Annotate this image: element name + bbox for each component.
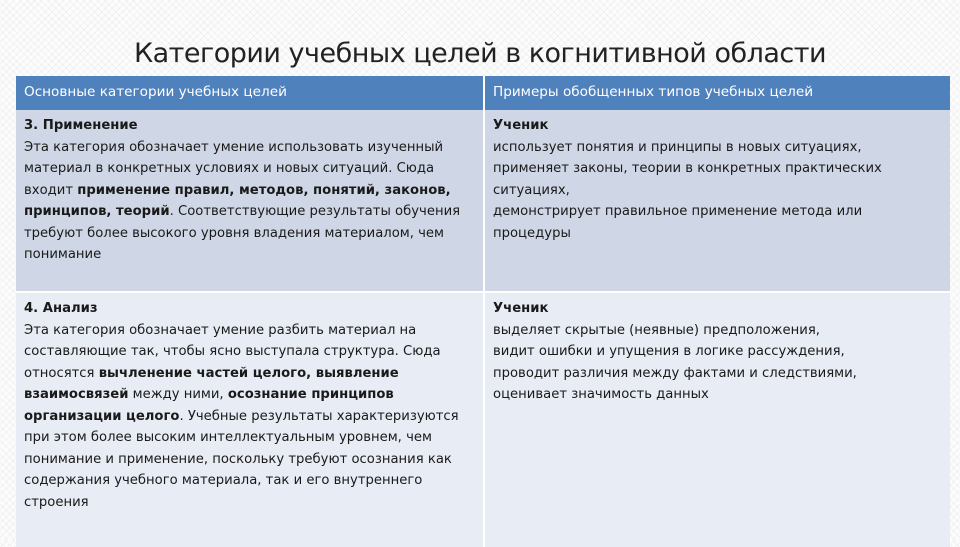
example-line: проводит различия между фактами и следствиями, xyxy=(493,365,857,381)
table-row xyxy=(16,292,950,547)
category-text: Эта категория обозначает умение разбить материал на составляющие так, чтобы ясно выступала структура. Сюда относятся xyxy=(24,322,441,381)
examples-heading: Ученик xyxy=(493,301,549,316)
page-title: Категории учебных целей в когнитивной области xyxy=(133,38,827,69)
example-line: оценивает значимость данных xyxy=(493,387,709,402)
category-text: . Соответствующие результаты обучения требуют более высокого уровня владения материалом, чем понимание xyxy=(24,204,461,262)
category-bold-text: применение правил, методов, понятий, законов, принципов, теорий xyxy=(24,182,451,219)
column-header-examples: Примеры обобщенных типов учебных целей xyxy=(484,76,950,110)
example-line: видит ошибки и упущения в логике рассуждения, xyxy=(493,344,845,359)
examples-cell-analysis xyxy=(484,292,950,547)
column-header-categories: Основные категории учебных целей xyxy=(16,76,484,110)
example-line: использует понятия и принципы в новых ситуациях, xyxy=(493,139,862,155)
table-row xyxy=(16,110,950,292)
category-text: между ними, xyxy=(128,387,228,402)
category-text: Эта категория обозначает умение использовать изученный материал в конкретных условиях и новых ситуаций. Сюда входит xyxy=(24,139,444,198)
example-line: демонстрирует правильное применение метода или процедуры xyxy=(493,204,863,241)
table-header-row xyxy=(16,76,950,110)
example-line: применяет законы, теории в конкретных практических ситуациях, xyxy=(493,161,882,198)
example-line: выделяет скрытые (неявные) предположения, xyxy=(493,322,820,338)
category-cell-application xyxy=(16,110,484,292)
category-text: . Учебные результаты характеризуются при этом более высоким интеллектуальным уровнем, чем понимание и применение, поскольку требуют осознания как содержания учебного материала, так и его внутреннего строения xyxy=(24,408,459,510)
category-heading: 4. Анализ xyxy=(24,301,98,316)
examples-cell-application xyxy=(484,110,950,292)
examples-heading: Ученик xyxy=(493,118,549,133)
objectives-table xyxy=(16,76,950,547)
category-heading: 3. Применение xyxy=(24,118,138,133)
category-bold-text: осознание принципов организации целого xyxy=(24,387,394,424)
category-bold-text: вычленение частей целого, выявление взаимосвязей xyxy=(24,365,399,402)
category-cell-analysis xyxy=(16,292,484,547)
